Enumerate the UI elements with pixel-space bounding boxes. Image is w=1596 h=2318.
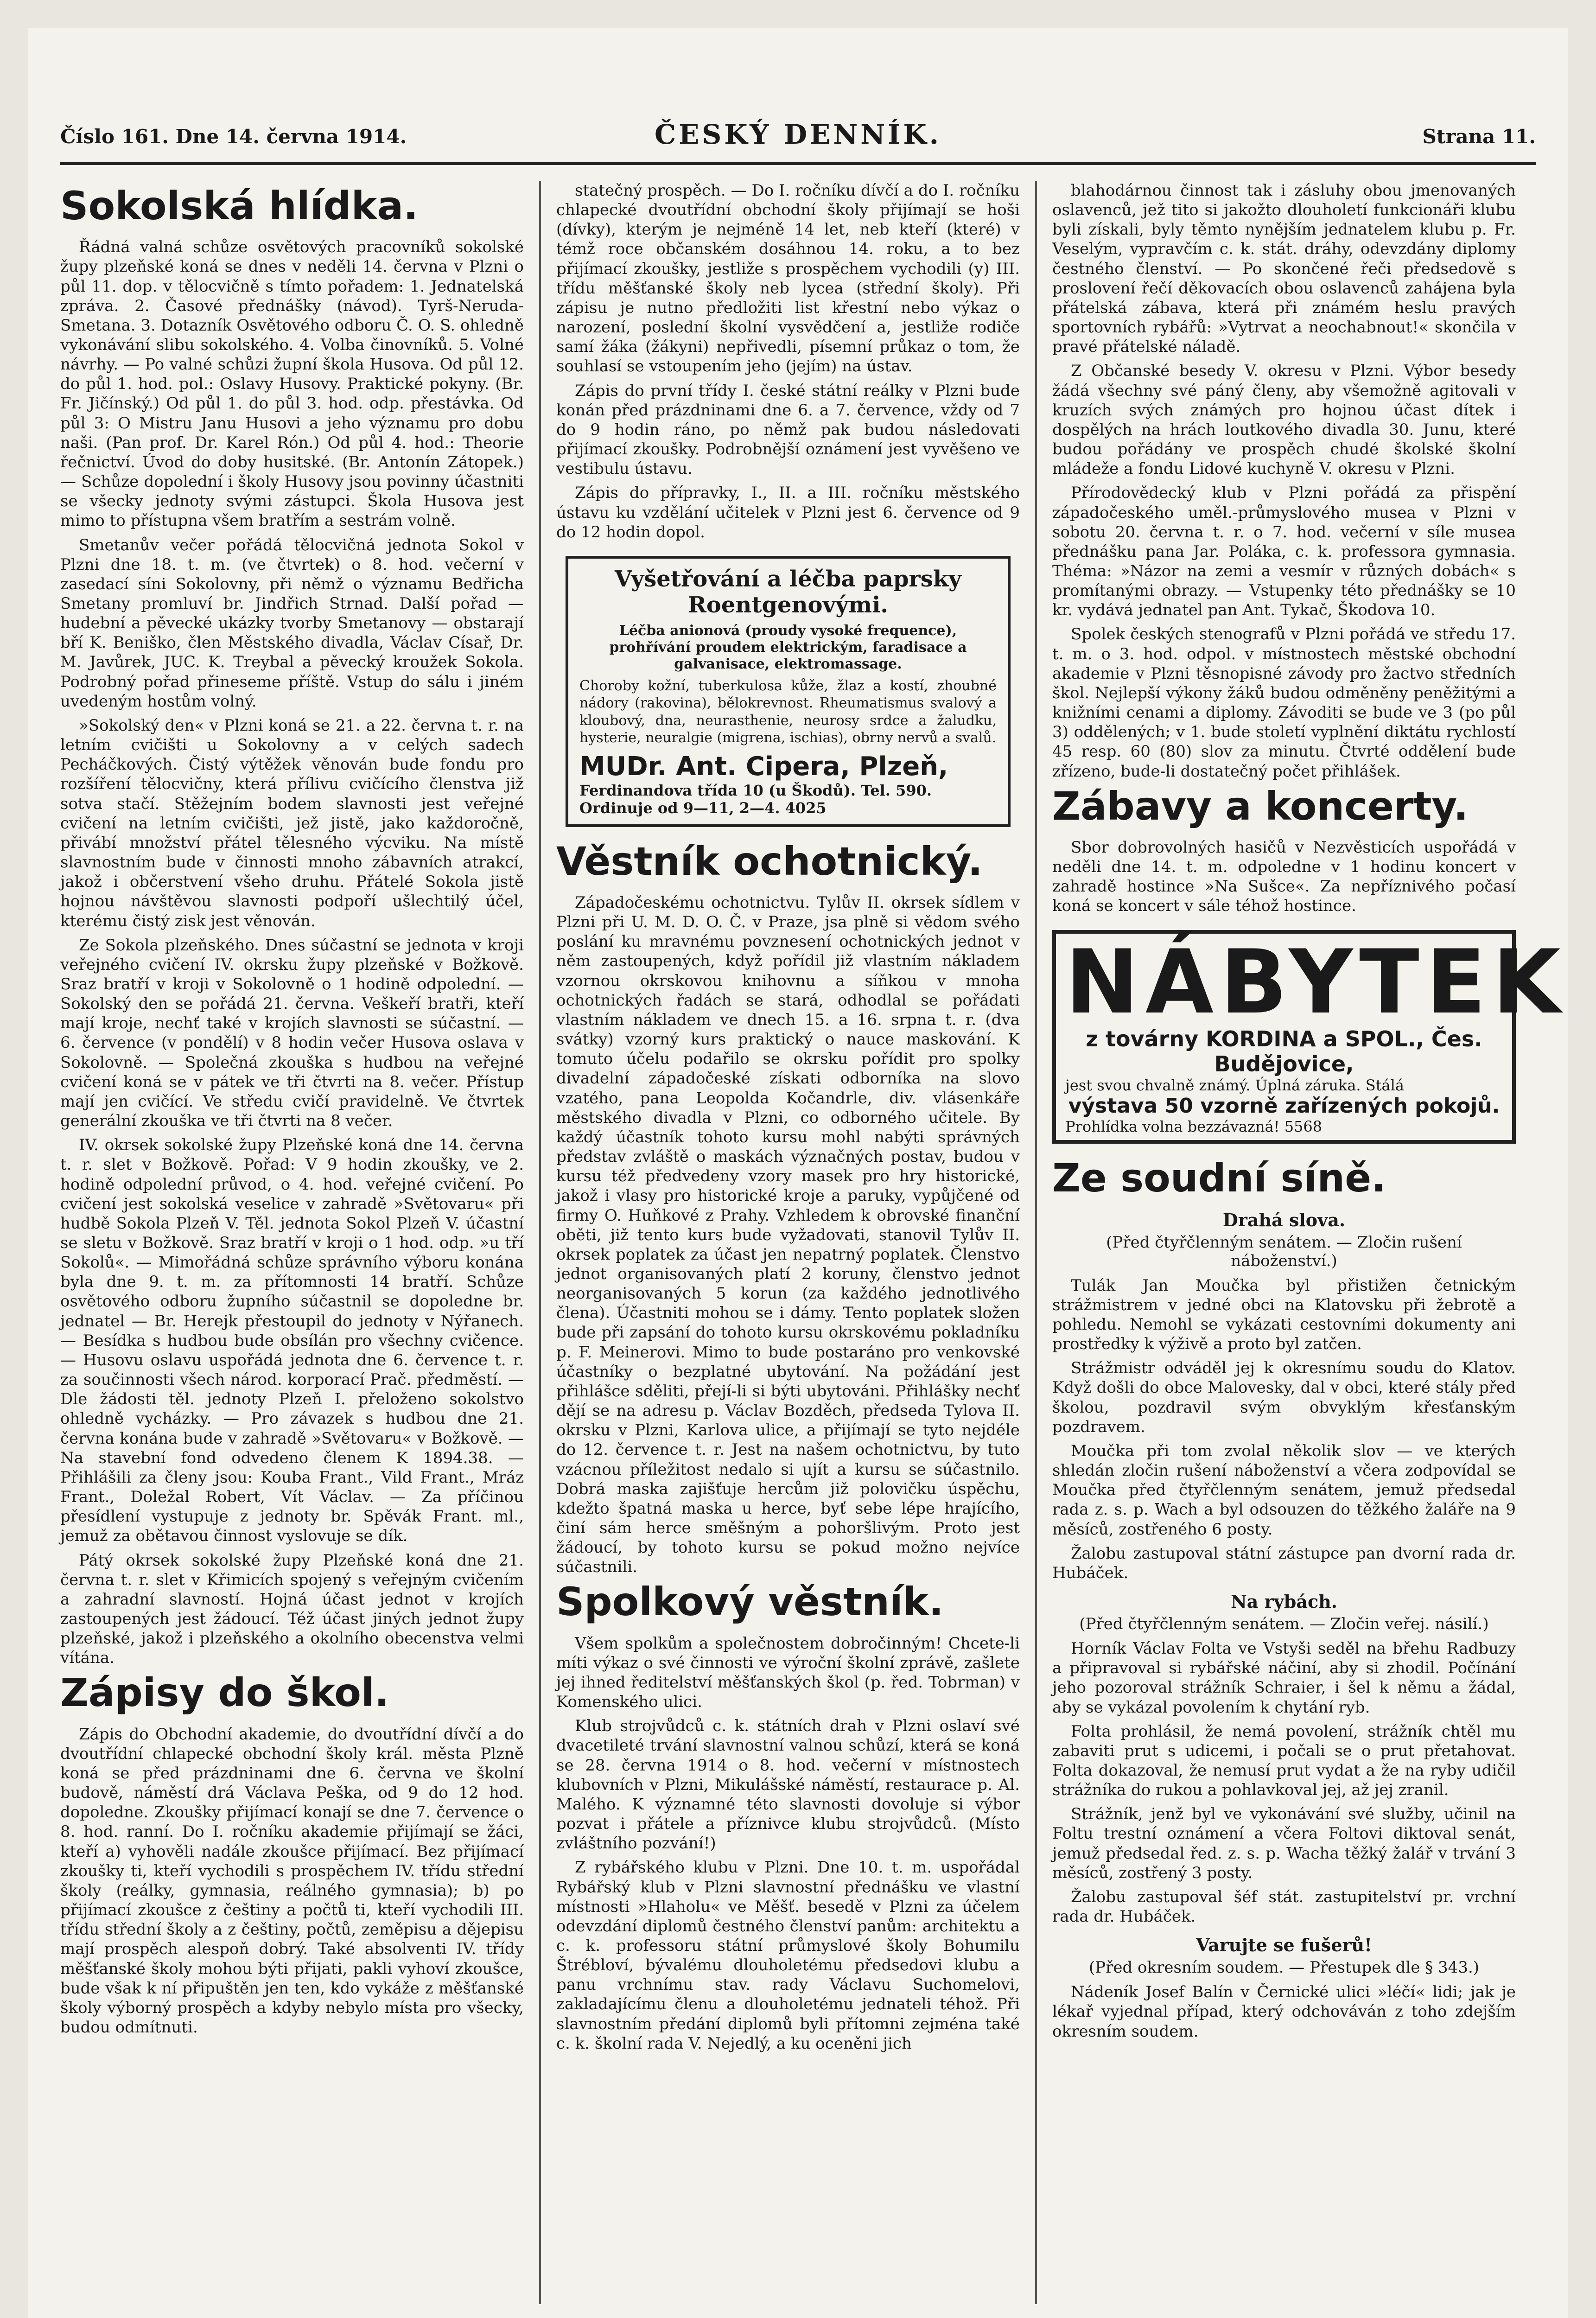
article-paragraph: Z rybářského klubu v Plzni. Dne 10. t. m. uspořádal Rybářský klub v Plzni slavnostní přednášku ve vlastní místnosti »Hlaholu« ve Měšť. besedě v Plzni za účelem odevzdání diplomů čestného členství panům: architektu a c. k. professoru státní průmyslové školy Bohumilu Štrébloví, bývalému dlouholetému předsedovi klubu a panu vrchnímu stav. rady Václavu Suchomelovi, zakladajícímu členu a dlouholetému jednateli téhož. Při slavnostním předání diplomů byli přítomni zejména také c. k. školní rada V. Nejedlý, a ku oceněni jich — [556, 1858, 1020, 2053]
article-paragraph: Smetanův večer pořádá tělocvičná jednota Sokol v Plzni dne 18. t. m. (ve čtvrtek) o 8. hod. večerní v zasedací síni Sokolovny, při němž o významu Bedřicha Smetany promluví br. Jindřich Strnad. Další pořad — hudební a pěvecké ukázky tvorby Smetanovy — obstarají bří K. Beniško, člen Městského divadla, Václav Císař, Dr. M. Javůrek, JUC. K. Treybal a pěvecký kroužek Sokola. Podrobný pořad přineseme příště. Vstup do sálu i jiném uvedeným hostům volný. — [60, 535, 524, 711]
section-heading-soud: Ze soudní síně. — [1052, 1155, 1386, 1201]
article-paragraph: Západočeskému ochotnictvu. Tylův II. okrsek sídlem v Plzni při U. M. D. O. Č. v Praze, jsa plně si vědom svého poslání ku mravnému povznesení ochotnických jednot v něm zastoupených, když pořídil již vlastním nákladem vzornou okrskovou knihovnu a síňkou v mnoha ochotnických řadách se stará, odhodlal se pořádati vlastním nákladem ve dnech 15. a 16. srpna t. r. (dva svátky) vzorný kurs praktický o nauce maskování. K tomuto účelu podařilo se okrsku pořídit pro spolky divadelní západočeské získati odborníka na slovo vzatého, pana Leopolda Kočandrle, div. vlásenkáře městského divadla v Plzni, co odborného učitele. By každý účastník tohoto kursu mohl nabýti správných představ zvláště o maskách význačných postav, budou v kursu též předvedeny vzory masek pro hry historické, jakož i vlasy pro historické kroje a paruky, vypůjčené od firmy O. Huňkové z Prahy. Vzhledem k obrovské finanční oběti, již tento kurs bude vyžadovati, stanovil Tylův II. okrsek poplatek za účast jen nepatrný poplatek. Členstvo jednot organisovaných platí 2 koruny, členstvo jednot neorganisovaných 5 korun (za každého jednotlivého člena). Účastniti mohou se i dámy. Tento poplatek složen bude při zapsání do tohoto kursu okrskovému pokladníku p. F. Meinerovi. Mimo to bude postaráno pro venkovské účastníky o bezplatné ubytování. Na požádání jest přihlášce sděliti, přejí-li si býti ubytováni. Přihlášky nechť dějí se na adresu p. Václav Bozděch, předseda Tylova II. okrsku v Plzni, Karlova ulice, a přijímají se tyto nejdéle do 12. července t. r. Jest na našem ochotnictvu, by tuto vzácnou příležitost nedalo si ujít a kursu se súčastnilo. Dobrá maska zajišťuje hercům již polovičku úspěchu, kdežto špatná maska u herce, byť sebe lépe hrajícího, činí sám herce směšným a pohoršlivým. Proto jest žádoucí, by tohoto kursu se pokud možno nejvíce súčastnili. — [556, 893, 1020, 1577]
article-paragraph: »Sokolský den« v Plzni koná se 21. a 22. června t. r. na letním cvičišti u Sokolovny a v celých sadech Pecháčkových. Čistý výtěžek věnován bude fondu pro rozšíření tělocvičny, která přílivu cvičícího členstva již sotva stačí. Stěžejním bodem slavnosti jest veřejné cvičení na letním cvičišti, jež jistě, jako každoročně, přivábí množství přátel tělesného výcviku. Na místě slavnostním bude v činnosti mnoho zábavních atrakcí, jakož i občerstvení všeho druhu. Přátelé Sokola jistě hojnou návštěvou slavnosti podpoří ušlechtilý účel, kterému čistý zisk jest věnován. — [60, 716, 524, 930]
ad-body: Choroby kožní, tuberkulosa kůže, žlaz a kostí, zhoubné nádory (rakovina), bělokrevnost. Rheumatismus svalový a kloubový, dna, neurasthenie, neurosy srdce a žaludku, hysterie, neuralgie (migrena, ischias), obrny nervů a svalů. — [579, 677, 997, 746]
article-paragraph: Moučka při tom zvolal několik slov — ve kterých shledán zločin rušení náboženství a včera zodpovídal se Moučka před čtyřčlenným senátem, jemuž předsedal rada z. s. p. Wach a byl odsouzen do těžkého žaláře na 9 měsíců, zostřeného 6 posty. — [1052, 1441, 1516, 1539]
article-paragraph: Tulák Jan Moučka byl přistižen četnickým strážmistrem v jedné obci na Klatovsku při žebrotě a pohledu. Nemohl se vykázati cestovními dokumenty ani prostředky k výživě a proto byl zatčen. — [1052, 1276, 1516, 1354]
section-heading-spolkovy: Spolkový věstník. — [556, 1579, 944, 1625]
article-paragraph: Přírodovědecký klub v Plzni pořádá za přispění západočeského uměl.-průmyslového musea v Plzni v sobotu 20. června t. r. o 7. hod. večerní v síle musea přednášku pana Jar. Poláka, c. k. professora gymnasia. Théma: »Názor na zemi a vesmír v různých dobách« s promítanými obrazy. — Vstupenky této přednášky se 10 kr. vydává jednatel pan Ant. Tykač, Škodova 10. — [1052, 484, 1516, 620]
article-note: (Před čtyřčlenným senátem. — Zločin rušení náboženství.) — [1106, 1233, 1462, 1270]
article-paragraph: Z Občanské besedy V. okresu v Plzni. Výbor besedy žádá všechny své páný členy, aby všemožně agitovali v kruzích svých známých pro hojnou účast dítek i dospělých na hrách loutkového divadla 30. Junu, které budou pořádány ve prospěch chudé školské školní mládeže a fondu Lidové kuchyně V. okresu v Plzni. — [1052, 362, 1516, 478]
article-paragraph: blahodárnou činnost tak i zásluhy obou jmenovaných oslavenců, jež tito si jakožto dlouholetí funkcionáři klubu byli získali, byly těmto nynějším jednatelem klubu p. Fr. Veselým, vypravčím c. k. stát. dráhy, odevzdány diplomy čestného členství. — Po skončené řeči předsedově s proslovení řečí děkovacích obou oslavenců zahájena byla přátelská zábava, která při známém heslu pravých sportovních rybářů: »Vytrvat a neochabnout!« skončila v pravé přátelské náladě. — [1052, 181, 1516, 357]
article-paragraph: IV. okrsek sokolské župy Plzeňské koná dne 14. června t. r. slet v Božkově. Pořad: V 9 hodin zkoušky, ve 2. hodině odpolední průvod, o 4. hod. veřejné cvičení. Po cvičení jest sokolská veselice v zahradě »Světovaru« při hudbě Sokola Plzeň V. Těl. jednota Sokol Plzeň V. účastní se sletu v Božkově. Sraz bratří v kroji o 1 hod. odp. »u tří Sokolů«. — Mimořádná schůze správního výboru konána byla dne 9. t. m. za přítomnosti 14 bratří. Schůze osvětového odboru župního súčastnil se dopoledne br. jednatel — Br. Herejk přestoupil do jednoty v Nýřanech. — Besídka s hudbou bude obsílán pro všechny cvičence. — Husovu oslavu uspořádá jednota dne 6. července t. r. za součinnosti všech národ. korporací Prač. předměstí. — Dle žádosti těl. jednoty Plzeň I. přeloženo sokolstvo ohledně vycházky. — Pro závazek s hudbou dne 21. června konána bude v zahradě »Světovaru« v Božkově. — Na stavební fond odvedeno členem K 1894.38. — Přihlášili za členy jsou: Kouba Frant., Vild Frant., Mráz Frant., Doležal Robert, Vít Václav. — Za příčinou přesídlení vystupuje z jednoty br. Spěvák Frant. ml., jemuž za obětavou činnost vyslovuje se dík. — [60, 1136, 524, 1546]
article-paragraph: Zápis do Obchodní akademie, do dvoutřídní dívčí a do dvoutřídní chlapecké obchodní školy král. města Plzně koná se před prázdninami dne 6. června ve školní budově, náměstí drá Václava Peška, od 9 do 12 hod. dopoledne. Zkoušky přijímací konají se dne 7. července o 8. hod. ranní. Do I. ročníku akademie přijímají se žáci, kteří a) vyhověli nadále zkoušce přijímací. Bez přijímací zkoušky ti, kteří vychodili s prospěchem IV. třídu střední školy (reálky, gymnasia, reálného gymnasia); b) po přijímací zkoušce z češtiny a počtů ti, kteří vychodili III. třídu střední školy a z češtiny, počtů, zeměpisu a dějepisu mají prospěch alespoň dobrý. Také absolventi IV. třídy měšťanské školy mohou býti přijati, pakli vyhoví zkoušce, bude však k ní připuštěn jen ten, kdo vykáže z měšťanské školy výborný prospěch a kdyby nebylo místa pro všecky, budou odmítnuti. — [60, 1725, 524, 2037]
ad-exhibition: výstava 50 vzorně zařízených pokojů. — [1068, 1094, 1500, 1118]
column-3 — [1052, 181, 1567, 2313]
newspaper-title: ČESKÝ DENNÍK. — [655, 119, 941, 150]
article-paragraph: Zápis do první třídy I. české státní reálky v Plzni bude konán před prázdninami dne 6. a 7. července, vždy od 7 do 9 hodin ráno, po němž pak budou následovati přijímací zkoušky. Podrobnější oznámení jest vyvěšeno ve vestibulu ústavu. — [556, 381, 1020, 478]
section-heading-zabavy: Zábavy a koncerty. — [1052, 783, 1469, 829]
article-paragraph: Strážník, jenž byl ve vykonávání své služby, učinil na Foltu trestní oznámení a včera Foltovi diktoval senát, jemuž předsedal řed. z. s. p. Wacha těžký žalář v trvání 3 měsíců, zostřený 3 posty. — [1052, 1805, 1516, 1882]
issue-info: Číslo 161. Dne 14. června 1914. — [60, 125, 407, 148]
article-subheading: Na rybách. — [1231, 1591, 1337, 1612]
ad-doctor-name: MUDr. Ant. Cipera, Plzeň, — [579, 751, 948, 782]
article-paragraph: Klub strojvůdců c. k. státních drah v Plzni oslaví své dvacetileté trvání slavnostní valnou schůzí, která se koná se 28. června 1914 o 8. hod. večerní v místnostech klubovních v Plzni, Mikulášské náměstí, restaurace p. Al. Malého. K významné této slavnosti dovoluje si výbor pozvat i přátele a příznivce klubu strojvůdců. (Místo zvláštního pozvání!) — [556, 1717, 1020, 1853]
ad-line: Prohlídka volna bezzávazná! 5568 — [1065, 1117, 1323, 1135]
article-paragraph: Všem spolkům a společnostem dobročinným! Chcete-li míti výkaz o své činnosti ve výroční školní zprávě, zašlete jej ihned ředitelství měšťanských škol (p. řed. Tobrman) v Komenského ulici. — [556, 1634, 1020, 1712]
ad-line: jest svou chvalně známý. Úplná záruka. Stálá — [1065, 1076, 1404, 1094]
article-paragraph: Řádná valná schůze osvětových pracovníků sokolské župy plzeňské koná se dnes v neděli 14. června v Plzni o půl 11. dop. v tělocvičně s tímto pořadem: 1. Jednatelská zpráva. 2. Časové přednášky (návod). Tyrš-Neruda-Smetana. 3. Dotazník Osvětového odboru Č. O. S. ohledně vykonávání slibu sokolského. 4. Volba činovníků. 5. Volné návrhy. — Po valné schůzi župní škola Husova. Od půl 12. do půl 1. hod. pol.: Oslavy Husovy. Praktické pokyny. (Br. Fr. Jičínský.) Od půl 1. do půl 3. hod. odp. přestávka. Od půl 3: O Mistru Janu Husovi a jeho významu pro dobu naši. (Pan prof. Dr. Karel Rón.) Od půl 4. hod.: Theorie řečnictví. Úvod do doby husitské. (Br. Antonín Zátopek.) — Schůze dopolední i školy Husovy jsou povinny účastniti se všecky jednoty svými zástupci. Škola Husova jest mimo to přístupna všem bratřím a sestrám volně. — [60, 238, 524, 530]
article-paragraph: Pátý okrsek sokolské župy Plzeňské koná dne 21. června t. r. slet v Křimicích spojený s veřejným cvičením a zahradní slavností. Hojná účast jednot v krojích zastoupených jest žádoucí. Též účast jiných jednot župy plzeňské, jakož i plzeňského a okolního obecenstva velmi vítána. — [60, 1551, 524, 1668]
article-paragraph: Žalobu zastupoval státní zástupce pan dvorní rada dr. Hubáček. — [1052, 1544, 1516, 1582]
advertisement-nabytek — [1052, 930, 1567, 1144]
columns — [60, 181, 1567, 2313]
ad-headline: NÁBYTEK — [1065, 930, 1567, 1033]
section-heading-vestnik: Věstník ochotnický. — [556, 838, 983, 884]
advertisement-roentgen — [566, 556, 1011, 827]
article-paragraph: Ze Sokola plzeňského. Dnes súčastní se jednota v kroji veřejného cvičení IV. okrsku župy plzeňské v Božkově. Sraz bratří v kroji v Sokolovně o 1 hodině odpolední. — Sokolský den se pořádá 21. června. Veškeří bratři, kteří mají kroje, nechť také v krojích slavnosti se súčastní. — 6. července (v pondělí) v 8 hodin večer Husova oslava v Sokolovně. — Společná zkouška s hudbou na veřejné cvičení koná se v pátek ve tři čtvrti na 8. večer. Přístup mají jen cvičící. Ve středu cvičí pravidelně. Ve čtvrtek generální zkouška ve tři čtvrti na 8 večer. — [60, 936, 524, 1131]
article-note: (Před čtyřčlenným senátem. — Zločin veřej. násilí.) — [1079, 1615, 1489, 1634]
section-heading-zapisy: Zápisy do škol. — [60, 1670, 389, 1716]
column-2 — [556, 181, 1020, 2313]
article-subheading: Varujte se fušerů! — [1196, 1935, 1372, 1956]
article-note: (Před okresním soudem. — Přestupek dle § 343.) — [1088, 1958, 1480, 1977]
article-paragraph: Horník Václav Folta ve Vstyši seděl na břehu Radbuzy a připravoval si rybářské náčiní, aby si zhodil. Počínání jeho pozoroval strážník Schraier, i šel k němu a žádal, aby se vykázal povolením k chytání ryb. — [1052, 1639, 1516, 1717]
article-paragraph: Folta prohlásil, že nemá povolení, strážník chtěl mu zabaviti prut s udicemi, i počali se o prut přetahovat. Folta dokazoval, že nemusí prut vydat a že na ryby udičil strážníka do rukou a pohlavkoval jej, až jej zranil. — [1052, 1722, 1516, 1800]
article-paragraph: statečný prospěch. — Do I. ročníku dívčí a do I. ročníku chlapecké dvoutřídní obchodní školy přijímají se hoši (dívky), kterým je nejméně 14 let, neb kteří (které) v témž roce občanském dosáhnou 14. roku, a to bez přijímací zkoušky, jestliže s prospěchem vychodili (y) III. třídu měšťanské školy neb lycea (střední školy). Při zápisu je nutno předložiti list křestní nebo výkaz o narození, poslední školní vysvědčení a, jestliže rodiče samí žáka (žákyni) nepřivedli, písemní průkaz o tom, že souhlasí se vstoupením jeho (jejím) na ústav. — [556, 181, 1020, 376]
ad-subtitle: Léčba anionová (proudy vysoké frequence), prohřívání proudem elektrickým, faradisace a galvanisace, elektromassage. — [609, 622, 967, 672]
section-heading-sokol: Sokolská hlídka. — [60, 183, 419, 229]
article-paragraph: Spolek českých stenografů v Plzni pořádá ve středu 17. t. m. o 3. hod. odpol. v místnostech městské obchodní akademie v Plzni těsnopisné závody pro žactvo středních škol. Nejlepší výkony žáků budou odměněny peněžitými a knižními cenami a diplomy. Závoditi se bude ve 3 (po půl 3) oddělených; v 1. bude století vyplnění diktátu rychlostí 45 resp. 60 (80) slov za minutu. Čtvrté oddělení bude zřízeno, bude-li dostatečný počet přihlášek. — [1052, 625, 1516, 781]
article-paragraph: Sbor dobrovolných hasičů v Nezvěsticích uspořádá v neděli dne 14. t. m. odpoledne v 1 hodinu koncert v zahradě hostince »Na Sušce«. Za nepříznivého počasí koná se koncert v sále téhož hostince. — [1052, 838, 1516, 916]
article-paragraph: Zápis do přípravky, I., II. a III. ročníku městského ústavu ku vzdělání učitelek v Plzni jest 6. července od 9 do 12 hodin dopol. — [556, 484, 1020, 541]
column-1 — [60, 181, 524, 2313]
article-subheading: Drahá slova. — [1222, 1209, 1346, 1230]
ad-hours: Ordinuje od 9—11, 2—4. 4025 — [579, 799, 827, 817]
ad-address: Ferdinandova třída 10 (u Škodů). Tel. 590. — [579, 781, 932, 799]
page-header — [60, 107, 1536, 165]
article-paragraph: Strážmistr odváděl jej k okresnímu soudu do Klatov. Když došli do obce Malovesky, dal v obci, které stály před školou, pozdravil svým obvyklým křesťanským pozdravem. — [1052, 1359, 1516, 1436]
article-paragraph: Nádeník Josef Balín v Černické ulici »léčí« lidi; jak je lékař vyjednal případ, který odchováván z toho zdejším okresním soudem. — [1052, 1983, 1516, 2041]
ad-company: z továrny KORDINA a SPOL., Čes. Budějovice, — [1086, 1026, 1482, 1076]
page-number: Strana 11. — [1422, 125, 1536, 148]
ad-title: Vyšetřování a léčba paprsky Roentgenovými. — [615, 566, 961, 618]
article-paragraph: Žalobu zastupoval šéf stát. zastupitelství pr. vrchní rada dr. Hubáček. — [1052, 1887, 1516, 1926]
